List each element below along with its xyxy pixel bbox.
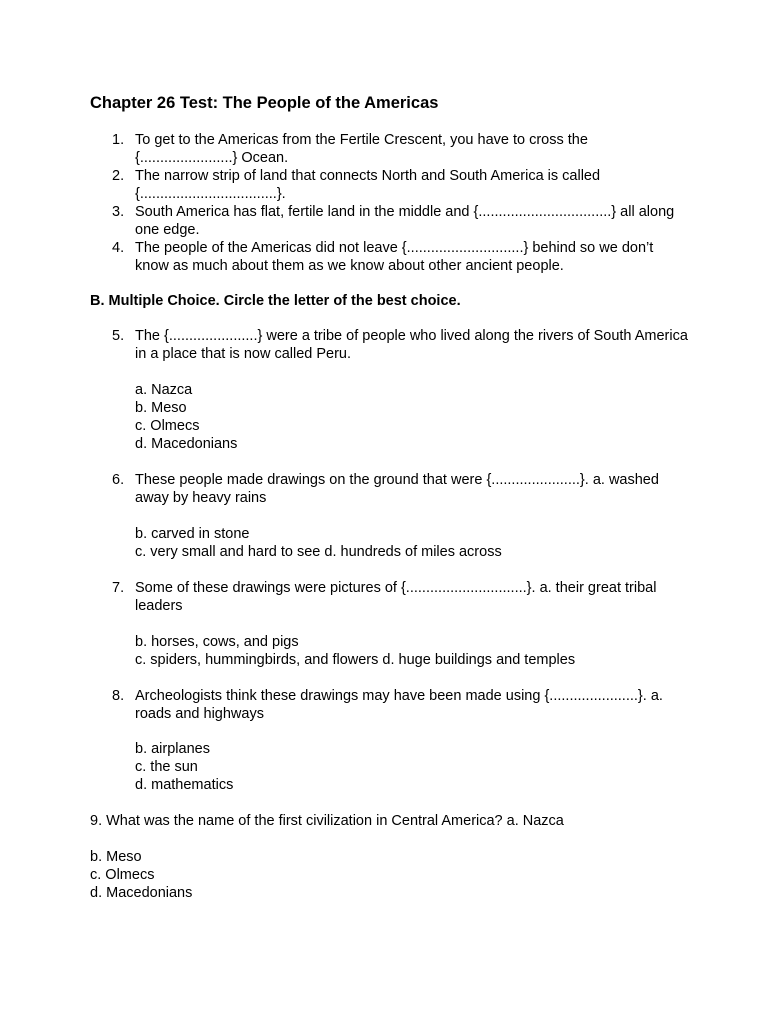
question-number: 5. (112, 328, 125, 344)
multiple-choice-question-8 (90, 688, 690, 724)
question-number: 7. (112, 580, 125, 596)
question-text: Archeologists think these drawings may have been made using {......................}. a. roads and highways (135, 688, 663, 722)
answer-option: c. spiders, hummingbirds, and flowers d. huge buildings and temples (135, 652, 576, 668)
question-number: 8. (112, 688, 125, 704)
question-number: 1. (112, 132, 125, 148)
question-text: The people of the Americas did not leave {.............................} behind so we don’t know as much about them as we know about other ancient people. (135, 240, 654, 274)
answer-option: d. Macedonians (90, 885, 193, 901)
question-9-text: 9. What was the name of the first civilization in Central America? a. Nazca (90, 813, 564, 829)
multiple-choice-question-5 (90, 328, 690, 364)
answer-option: b. carved in stone (135, 526, 250, 542)
question-text: The narrow strip of land that connects North and South America is called {..................................}. (135, 168, 601, 202)
answer-option: c. Olmecs (135, 418, 200, 434)
question-text: South America has flat, fertile land in the middle and {.................................} all along one edge. (135, 204, 675, 238)
section-b-heading: B. Multiple Choice. Circle the letter of the best choice. (90, 293, 461, 309)
answer-option: d. Macedonians (135, 436, 238, 452)
answer-option: a. Nazca (135, 382, 193, 398)
answer-option: c. very small and hard to see d. hundreds of miles across (135, 544, 502, 560)
question-text: Some of these drawings were pictures of {..............................}. a. their great tribal leaders (135, 580, 657, 614)
answer-option: c. the sun (135, 759, 198, 775)
multiple-choice-question-6 (90, 472, 690, 508)
answer-option: c. Olmecs (90, 867, 155, 883)
answer-option: b. horses, cows, and pigs (135, 634, 299, 650)
question-text: To get to the Americas from the Fertile Crescent, you have to cross the {.......................} Ocean. (135, 132, 588, 166)
question-number: 6. (112, 472, 125, 488)
page-title: Chapter 26 Test: The People of the Americas (90, 94, 439, 112)
fill-in-question-3 (90, 204, 690, 240)
multiple-choice-question-7 (90, 580, 690, 616)
fill-in-question-4 (90, 240, 690, 276)
fill-in-question-1 (90, 132, 690, 168)
fill-in-question-2 (90, 168, 690, 204)
question-text: The {......................} were a tribe of people who lived along the rivers of South America in a place that is now called Peru. (135, 328, 688, 362)
question-number: 2. (112, 168, 125, 184)
question-text: These people made drawings on the ground that were {......................}. a. washed away by heavy rains (135, 472, 659, 506)
question-number: 4. (112, 240, 125, 256)
answer-option: b. Meso (135, 400, 187, 416)
answer-option: b. Meso (90, 849, 142, 865)
answer-option: d. mathematics (135, 777, 234, 793)
question-number: 3. (112, 204, 125, 220)
answer-option: b. airplanes (135, 741, 210, 757)
